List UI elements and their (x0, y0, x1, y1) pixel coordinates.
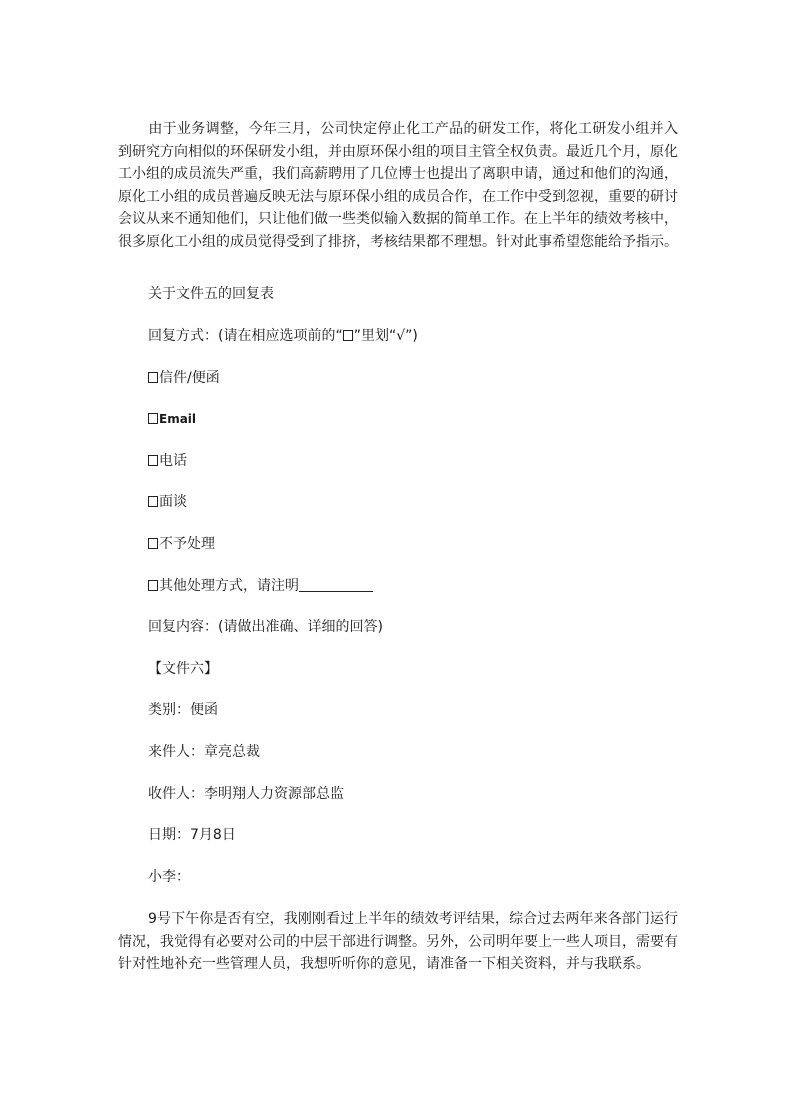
reply-content-label: 回复内容：(请做出准确、详细的回答) (148, 619, 383, 635)
fill-in-blank[interactable] (299, 579, 373, 592)
checkbox-icon[interactable] (148, 413, 158, 424)
file6-header: 【文件六】 (148, 661, 218, 677)
paragraph-text: 9号下午你是否有空，我刚刚看过上半年的绩效考评结果，综合过去两年来各部门运行情况，我觉得有必要对公司的中层干部进行调整。另外，公司明年要上一些人项目，需要有针对性地补充一些管理人员，我想听听你的意见，请准备一下相关资料，并与我联系。 (118, 911, 678, 972)
checkmark-symbol: √ (396, 328, 406, 344)
date-line: 日期：7月8日 (148, 827, 236, 843)
checkbox-icon[interactable] (148, 455, 158, 466)
paragraph-text: 由于业务调整，今年三月，公司快定停止化工产品的研发工作，将化工研发小组并入到研究方向相似的环保研发小组，并由原环保小组的项目主管全权负责。最近几个月，原化工小组的成员流失严重，我们高薪聘用了几位博士也提出了离职申请，通过和他们的沟通，原化工小组的成员普遍反映无法与原环保小组的成员合作，在工作中受到忽视，重要的研讨会议从来不通知他们，只让他们做一些类似输入数据的简单工作。在上半年的绩效考核中，很多原化工小组的成员觉得受到了排挤，考核结果都不理想。针对此事希望您能给予指示。 (118, 121, 678, 250)
paragraph-business-adjustment (118, 118, 678, 253)
paragraph-meeting-request (118, 908, 678, 976)
sender-line: 来件人：章亮总裁 (148, 744, 260, 760)
category-line: 类别：便函 (148, 702, 218, 718)
checkbox-icon[interactable] (148, 538, 158, 549)
checkbox-symbol (343, 330, 353, 341)
option-email[interactable]: Email (148, 409, 196, 429)
option-phone[interactable]: 电话 (148, 451, 187, 471)
option-no-action[interactable]: 不予处理 (148, 534, 215, 554)
greeting-line: 小李： (148, 869, 190, 885)
option-interview[interactable]: 面谈 (148, 492, 187, 512)
reply-form-title: 关于文件五的回复表 (148, 286, 274, 302)
reply-method-instruction: 回复方式：(请在相应选项前的“ ”里划“√”) (148, 328, 418, 344)
option-letter[interactable]: 信件/便函 (148, 368, 220, 388)
recipient-line: 收件人：李明翔人力资源部总监 (148, 786, 344, 802)
checkbox-icon[interactable] (148, 496, 158, 507)
option-other[interactable]: 其他处理方式，请注明 (148, 576, 373, 596)
checkbox-icon[interactable] (148, 580, 158, 591)
checkbox-icon[interactable] (148, 372, 158, 383)
